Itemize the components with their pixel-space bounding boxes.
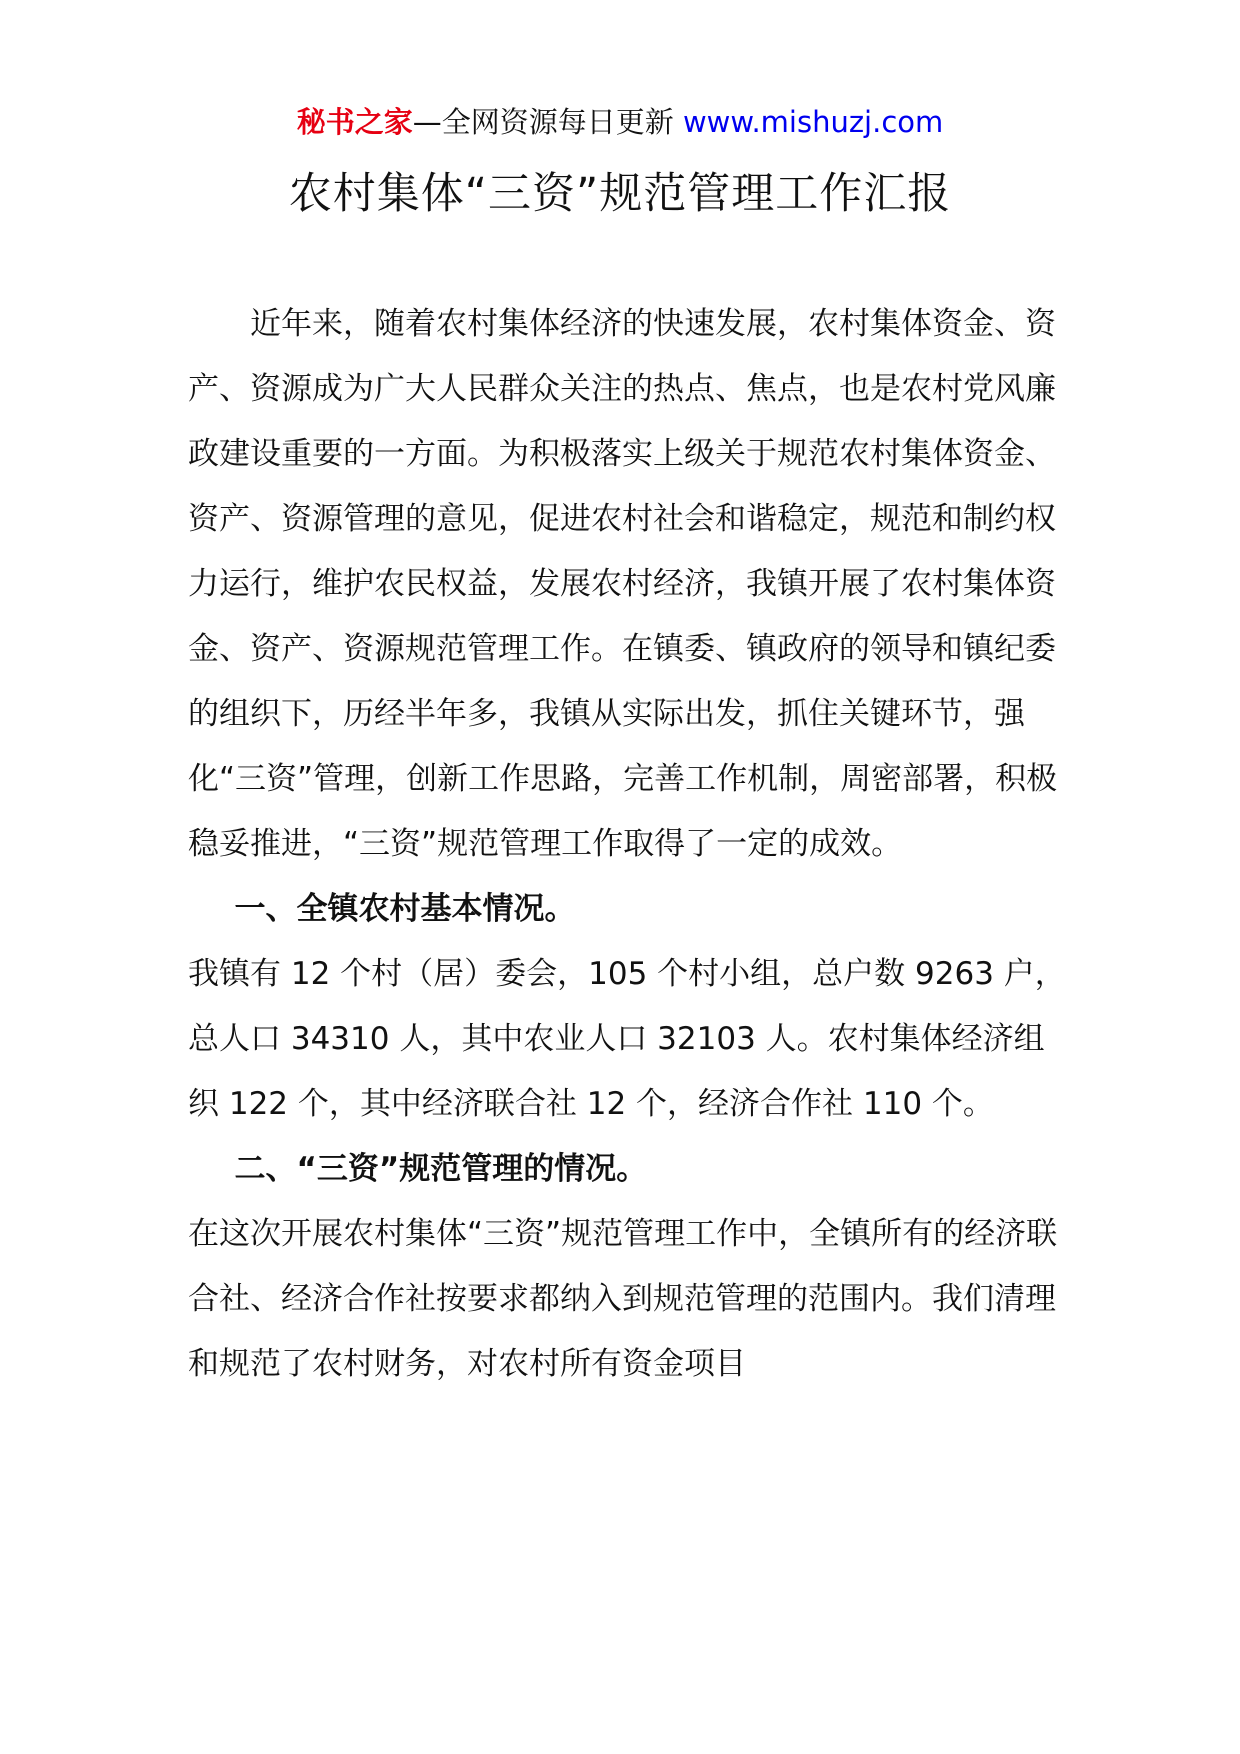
section-2-heading: 二、“三资”规范管理的情况。 — [234, 1151, 648, 1187]
document-body — [188, 292, 1068, 1397]
site-slogan: —全网资源每日更新 — [412, 105, 683, 139]
section-1-paragraph: 我镇有 12 个村（居）委会，105 个村小组，总户数 9263 户，总人口 34310 人，其中农业人口 32103 人。农村集体经济组织 122 个，其中经济联合社 12 个，经济合作社 110 个。 — [188, 956, 1066, 1122]
brand-name: 秘书之家 — [296, 105, 413, 139]
site-url-link[interactable]: www.mishuzj.com — [682, 105, 944, 139]
intro-paragraph: 近年来，随着农村集体经济的快速发展，农村集体资金、资产、资源成为广大人民群众关注的热点、焦点，也是农村党风廉政建设重要的一方面。为积极落实上级关于规范农村集体资金、资产、资源管理的意见，促进农村社会和谐稳定，规范和制约权力运行，维护农民权益，发展农村经济，我镇开展了农村集体资金、资产、资源规范管理工作。在镇委、镇政府的领导和镇纪委的组织下，历经半年多，我镇从实际出发，抓住关键环节，强化“三资”管理，创新工作思路，完善工作机制，周密部署，积极稳妥推进，“三资”规范管理工作取得了一定的成效。 — [188, 306, 1058, 862]
document-title: 农村集体“三资”规范管理工作汇报 — [288, 169, 952, 219]
site-header — [0, 102, 1240, 142]
section-2-paragraph: 在这次开展农村集体“三资”规范管理工作中，全镇所有的经济联合社、经济合作社按要求都纳入到规范管理的范围内。我们清理和规范了农村财务，对农村所有资金项目 — [188, 1216, 1058, 1382]
section-1-heading: 一、全镇农村基本情况。 — [234, 891, 576, 927]
